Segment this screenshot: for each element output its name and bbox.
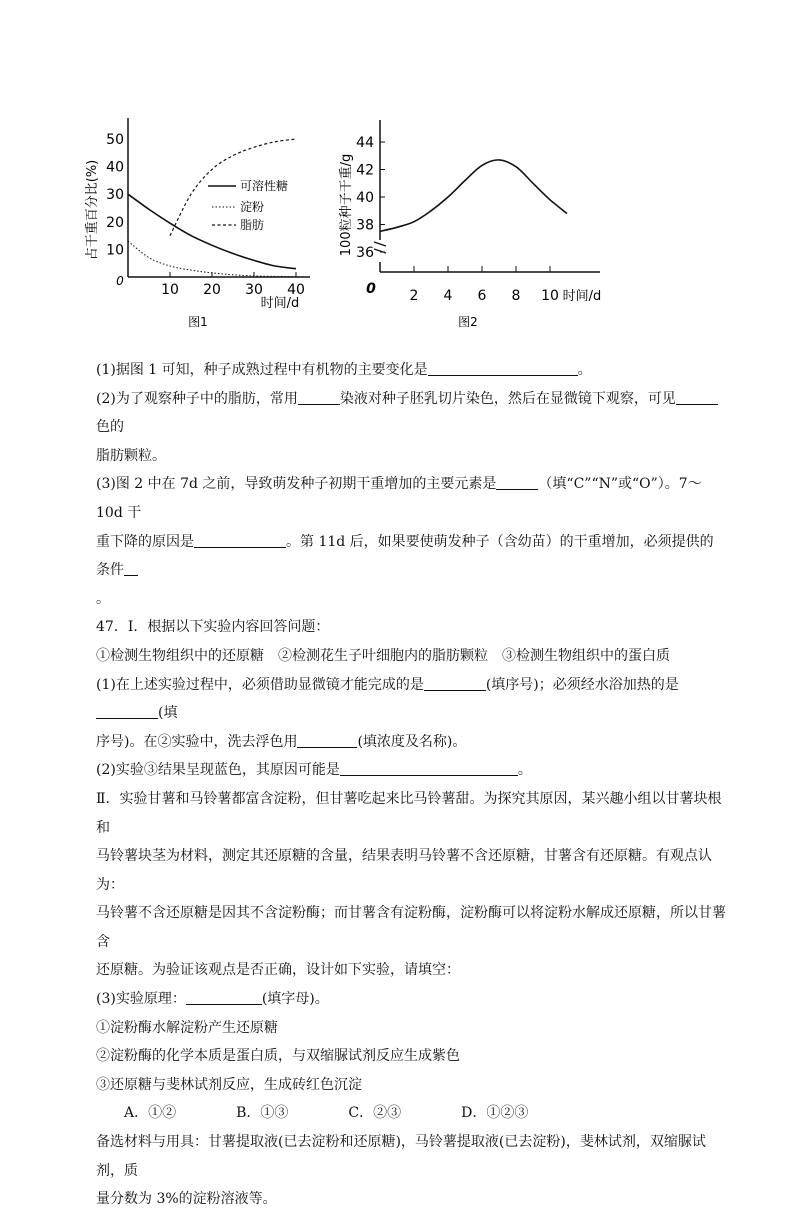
- y-tick-label: 20: [106, 214, 124, 231]
- part-ii-line-4: 还原糖。为验证该观点是否正确，设计如下实验，请填空：: [96, 962, 460, 979]
- x-tick-label: 20: [203, 282, 221, 298]
- option-a[interactable]: A．①②: [124, 1105, 177, 1122]
- q1-line: (1)据图 1 可知，种子成熟过程中有机物的主要变化是 。: [96, 356, 726, 385]
- figure-2-series: [380, 160, 567, 232]
- y-tick-label: 50: [106, 132, 124, 148]
- q3-line-3: 。: [96, 590, 110, 607]
- figure-1-legend: [208, 178, 288, 232]
- answer-blank[interactable]: [186, 988, 262, 1005]
- axis-break: [374, 242, 386, 253]
- answer-blank[interactable]: [96, 702, 158, 719]
- answer-blank[interactable]: [424, 674, 486, 691]
- figure-1-origin: 0: [116, 274, 124, 288]
- part-ii-line-2: 马铃薯块茎为材料，测定其还原糖的含量，结果表明马铃薯不含还原糖，甘薯含有还原糖。有观点认为：: [96, 848, 712, 893]
- x-tick-label: 30: [245, 282, 263, 298]
- y-tick-label: 36: [356, 245, 374, 261]
- principle-2: ②淀粉酶的化学本质是蛋白质，与双缩脲试剂反应生成紫色: [96, 1048, 460, 1065]
- part-ii-line-3: 马铃薯不含还原糖是因其不含淀粉酶；而甘薯含有淀粉酶，淀粉酶可以将淀粉水解成还原糖，所以甘薯含: [96, 905, 726, 950]
- principle-1: ①淀粉酶水解淀粉产生还原糖: [96, 1019, 278, 1036]
- answer-blank[interactable]: [676, 388, 718, 405]
- q3-line: (3)图 2 中在 7d 之前，导致萌发种子初期干重增加的主要元素是 （填“C”“N”或“O”）。7～10d 干: [96, 470, 726, 527]
- q47-1-line: (1)在上述实验过程中，必须借助显微镜才能完成的是 (填序号)；必须经水浴加热的是(填: [96, 671, 726, 728]
- y-tick-label: 40: [356, 190, 374, 206]
- x-tick-label: 2: [409, 288, 419, 304]
- x-tick-label: 8: [511, 288, 521, 304]
- y-tick-label: 10: [106, 242, 124, 259]
- x-tick-label: 10: [161, 282, 179, 298]
- figure-2-caption: 图2: [458, 315, 478, 329]
- figure-1-y-axis-label: 占干重百分比(%): [85, 159, 100, 261]
- x-tick-label: 40: [287, 282, 305, 298]
- answer-blank[interactable]: [297, 731, 357, 748]
- x-tick-label: 4: [443, 288, 453, 304]
- answer-blank[interactable]: [496, 473, 538, 490]
- q47-title: 47．Ⅰ．根据以下实验内容回答问题：: [96, 619, 330, 636]
- legend-fat: 脂肪: [240, 218, 265, 232]
- series-soluble-sugar: [128, 194, 296, 269]
- legend-starch: 淀粉: [240, 200, 265, 214]
- figure-1-y-ticks: [106, 132, 124, 258]
- series-starch: [128, 241, 296, 277]
- figure-1: [84, 118, 310, 329]
- principle-3: ③还原糖与斐林试剂反应，生成砖红色沉淀: [96, 1076, 362, 1093]
- figure-2-x-axis-label: 时间/d: [562, 289, 602, 304]
- option-c[interactable]: C．②③: [348, 1105, 402, 1122]
- question-text: [96, 356, 726, 1214]
- q3-line-2: 重下降的原因是 。第 11d 后，如果要使萌发种子（含幼苗）的干重增加，必须提供的条件: [96, 528, 726, 585]
- y-tick-label: 44: [356, 135, 374, 151]
- x-tick-label: 10: [541, 288, 559, 304]
- figure-2-origin: 0: [366, 281, 376, 297]
- options-line: [96, 1099, 726, 1128]
- option-b[interactable]: B．①③: [236, 1105, 289, 1122]
- q47-2-line: (2)实验③结果呈现蓝色，其原因可能是 。: [96, 756, 726, 785]
- q47-items: ①检测生物组织中的还原糖 ②检测花生子叶细胞内的脂肪颗粒 ③检测生物组织中的蛋白质: [96, 647, 670, 664]
- y-tick-label: 42: [356, 162, 374, 179]
- x-tick-label: 6: [477, 288, 487, 304]
- y-tick-label: 40: [106, 159, 124, 176]
- legend-soluble-sugar: 可溶性糖: [240, 179, 289, 193]
- figure-1-series: [128, 139, 296, 277]
- q3b-line: (3)实验原理： (填字母)。: [96, 985, 726, 1014]
- materials-line-2: 量分数为 3%的淀粉溶液等。: [96, 1191, 277, 1208]
- figure-2-y-axis-label: 100粒种子干重/g: [339, 153, 354, 257]
- q2-line-2: 脂肪颗粒。: [96, 447, 166, 464]
- answer-blank[interactable]: [124, 559, 138, 576]
- q2-line: (2)为了观察种子中的脂肪，常用 染液对种子胚乳切片染色，然后在显微镜下观察，可见色的: [96, 385, 726, 442]
- figure-1-caption: 图1: [188, 315, 208, 329]
- figure-1-x-axis-label: 时间/d: [260, 296, 300, 311]
- figure-1-x-ticks: [161, 272, 305, 298]
- answer-blank[interactable]: [194, 531, 286, 548]
- materials-line-1: 备选材料与用具：甘薯提取液(已去淀粉和还原糖)，马铃薯提取液(已去淀粉)，斐林试剂，双缩脲试剂，质: [96, 1134, 706, 1179]
- y-tick-label: 30: [106, 187, 124, 204]
- q47-1-line-2: 序号)。在②实验中，洗去浮色用 (填浓度及名称)。: [96, 728, 726, 757]
- answer-blank[interactable]: [340, 759, 518, 776]
- option-d[interactable]: D．①②③: [461, 1105, 529, 1122]
- series-dry-weight: [380, 160, 567, 232]
- part-ii-line-1: Ⅱ．实验甘薯和马铃薯都富含淀粉，但甘薯吃起来比马铃薯甜。为探究其原因，某兴趣小组以甘薯块根和: [96, 790, 722, 836]
- answer-blank[interactable]: [428, 359, 578, 376]
- answer-blank[interactable]: [298, 388, 340, 405]
- figures: [0, 0, 800, 350]
- figure-2: [338, 120, 601, 329]
- y-tick-label: 38: [356, 217, 374, 234]
